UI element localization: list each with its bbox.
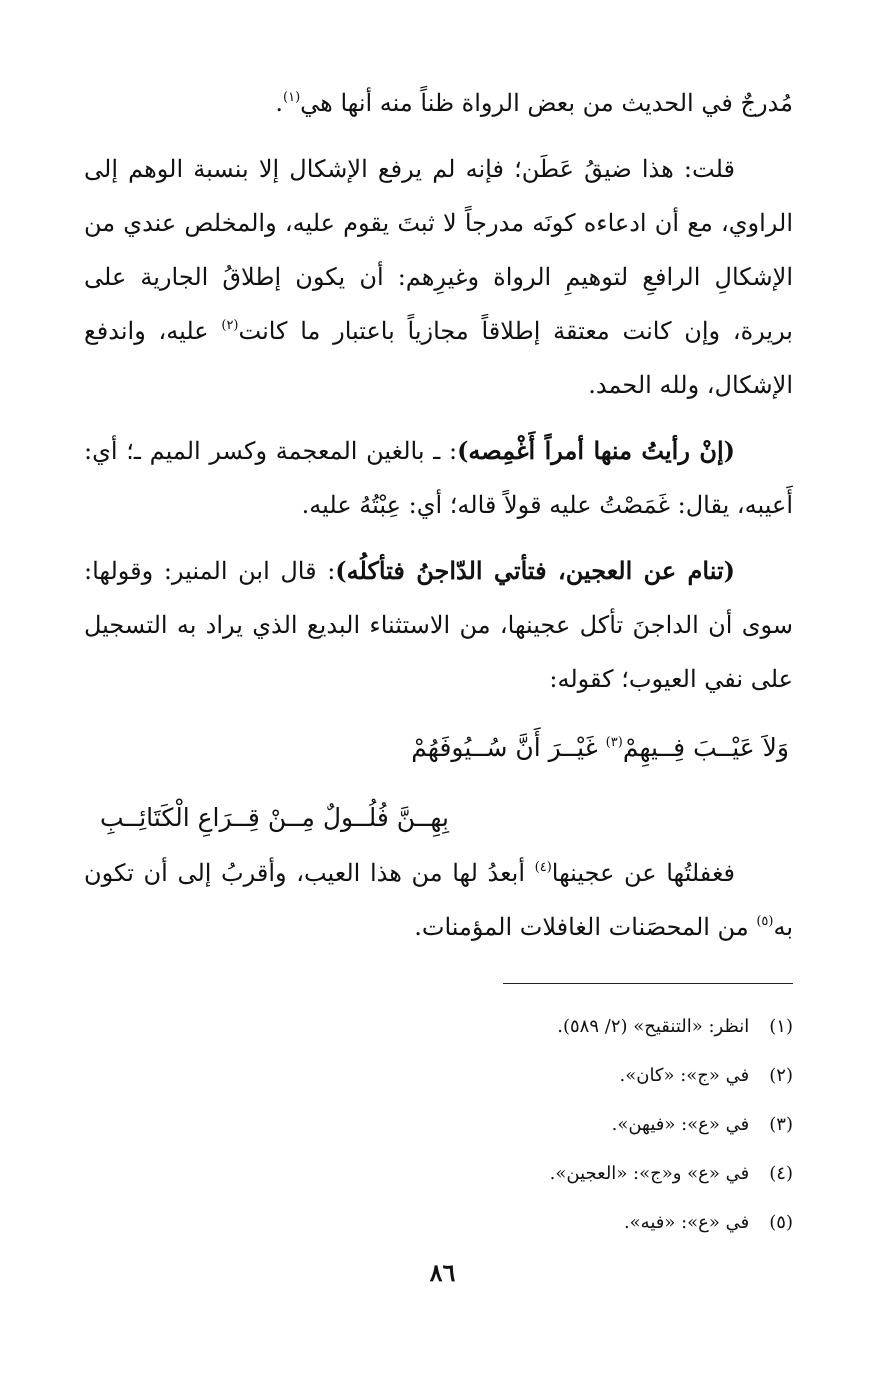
poem-line-2: بِهِــنَّ فُلُــولٌ مِــنْ قِــرَاعِ الْكَتَائِــبِ bbox=[100, 803, 449, 832]
paragraph-5 bbox=[84, 846, 793, 954]
footnote-ref-2[interactable]: (٢) bbox=[221, 318, 239, 333]
hadith-quote-1: (إنْ رأيتُ منها أمراً أَغْمِصه) bbox=[457, 436, 735, 465]
footnote-text: في «ع»: «فيهن». bbox=[611, 1114, 750, 1135]
paragraph-2-text: قلت: هذا ضيقُ عَطَن؛ فإنه لم يرفع الإشكال إلا بنسبة الوهم إلى الراوي، مع أن ادعاءه كونَه مدرجاً لا ثبتَ يقوم عليه، والمخلص عندي من الإشكالِ الرافعِ لتوهيمِ الرواة وغيرِهم: أن يكون إطلاقُ الجارية على بريرة، وإن كانت معتقة إطلاقاً مجازياً باعتبار ما كانت bbox=[84, 155, 793, 345]
footnote-text: في «ع» و«ج»: «العجين». bbox=[549, 1163, 750, 1184]
footnote-divider bbox=[503, 983, 793, 984]
footnote-ref-1[interactable]: (١) bbox=[283, 90, 301, 105]
footnote-text: انظر: «التنقيح» (٢/ ٥٨٩). bbox=[557, 1016, 750, 1037]
paragraph-4-text: : قال ابن المنير: وقولها: سوى أن الداجنَ تأكل عجينها، من الاستثناء البديع الذي يراد به التسجيل على نفي العيوب؛ كقوله: bbox=[84, 557, 793, 693]
paragraph-5-tail: من المحصَنات الغافلات المؤمنات. bbox=[414, 913, 757, 941]
footnote-5 bbox=[293, 1198, 793, 1247]
paragraph-4 bbox=[84, 544, 793, 706]
footnote-4 bbox=[293, 1149, 793, 1198]
paragraph-3 bbox=[84, 424, 793, 532]
paragraph-5-text: فغفلتُها عن عجينها bbox=[551, 859, 735, 887]
main-text bbox=[84, 76, 793, 706]
footnote-number: (٣) bbox=[769, 1114, 793, 1135]
paragraph-1 bbox=[84, 76, 793, 130]
footnote-ref-5[interactable]: (٥) bbox=[756, 914, 774, 929]
footnote-text: في «ج»: «كان». bbox=[619, 1065, 750, 1086]
poem-line-1-second-part: غَيْــرَ أَنَّ سُــيُوفَهُمْ bbox=[411, 733, 606, 762]
page-number: ٨٦ bbox=[429, 1258, 456, 1287]
footnote-1 bbox=[293, 1002, 793, 1051]
footnote-3 bbox=[293, 1100, 793, 1149]
footnote-number: (٢) bbox=[769, 1065, 793, 1086]
hadith-quote-2: (تنام عن العجين، فتأتي الدّاجنُ فتأكلُه) bbox=[335, 556, 736, 585]
footnote-text: في «ع»: «فيه». bbox=[623, 1212, 750, 1233]
footnote-number: (١) bbox=[769, 1016, 793, 1037]
poem-line-1 bbox=[411, 718, 789, 778]
paragraph-3-text: : ـ بالغين المعجمة وكسر الميم ـ؛ أي: أَعيبه، يقال: غَمَصْتُ عليه قولاً قاله؛ أي: عِبْتُهُ عليه. bbox=[84, 437, 793, 519]
paragraph-5-middle: أبعدُ لها من هذا العيب، وأقربُ إلى أن تكون به bbox=[84, 859, 793, 941]
paragraph-2 bbox=[84, 142, 793, 412]
footnote-ref-4[interactable]: (٤) bbox=[534, 860, 552, 875]
paragraph-1-text: مُدرجٌ في الحديث من بعض الرواة ظناً منه أنها هي bbox=[300, 89, 793, 117]
footnote-number: (٥) bbox=[769, 1212, 793, 1233]
footnote-number: (٤) bbox=[769, 1163, 793, 1184]
paragraph-2-tail: عليه، واندفع الإشكال، ولله الحمد. bbox=[84, 317, 793, 399]
footnotes bbox=[293, 1002, 793, 1247]
footnote-ref-3[interactable]: (٣) bbox=[605, 735, 623, 750]
poem-line-1-first-part: وَلاَ عَيْــبَ فِــيهِمْ bbox=[622, 733, 789, 762]
footnote-2 bbox=[293, 1051, 793, 1100]
paragraph-1-tail: . bbox=[275, 89, 284, 117]
closing-text bbox=[84, 846, 793, 954]
